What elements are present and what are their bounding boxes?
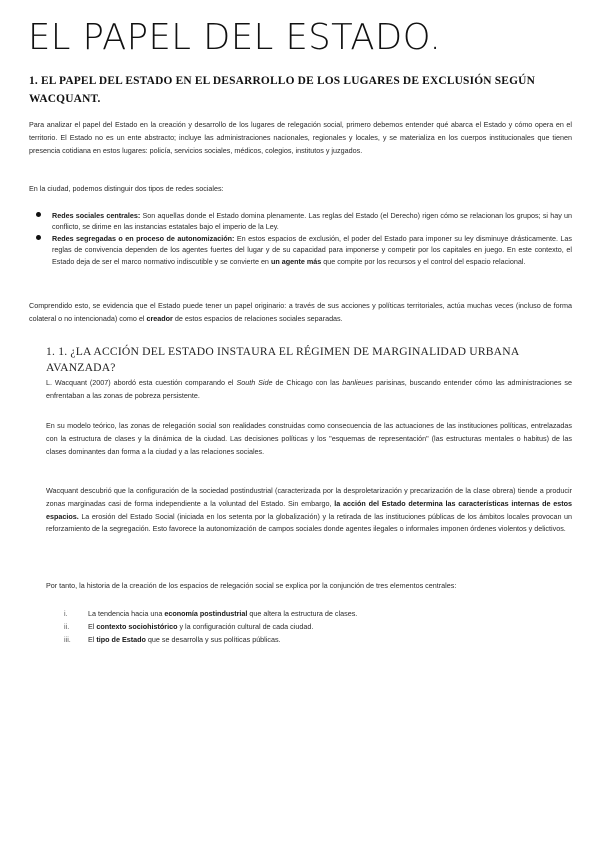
bold-run: tipo de Estado bbox=[96, 635, 146, 644]
bullet-text: que compite por los recursos y el control del espacio relacional. bbox=[321, 256, 526, 266]
list-item bbox=[36, 233, 572, 267]
section-1-heading: 1. EL PAPEL DEL ESTADO EN EL DESARROLLO DE LOS LUGARES DE EXCLUSIÓN SEGÚN WACQUANT. bbox=[29, 75, 535, 105]
wacquant-paragraph bbox=[46, 377, 572, 403]
networks-list bbox=[36, 210, 572, 267]
text-run: La tendencia hacia una bbox=[88, 609, 165, 618]
text-run: L. Wacquant (2007) abordó esta cuestión comparando el bbox=[46, 378, 237, 387]
italic-run: banlieues bbox=[342, 378, 374, 387]
elements-list bbox=[64, 607, 544, 646]
text-run: de estos espacios de relaciones sociales separadas. bbox=[172, 313, 343, 323]
list-item bbox=[64, 607, 544, 620]
section-1-1-heading: 1. 1. ¿LA ACCIÓN DEL ESTADO INSTAURA EL RÉGIMEN DE MARGINALIDAD URBANA AVANZADA? bbox=[46, 345, 519, 374]
bold-run: economía postindustrial bbox=[164, 609, 248, 618]
page-title: EL PAPEL DEL ESTADO. bbox=[28, 17, 442, 58]
text-run: de Chicago con las bbox=[272, 378, 343, 387]
text-run: que altera la estructura de clases. bbox=[247, 609, 358, 618]
discovery-paragraph bbox=[46, 485, 572, 536]
bullet-icon bbox=[36, 235, 41, 240]
text-run: parisinas, buscando entender cómo las administraciones se enfrentaban a las zonas de pobreza persistente. bbox=[46, 378, 572, 400]
text-run: Comprendido esto, se evidencia que el Estado puede tener un papel originario: a través de sus acciones y políticas territoriales, actúa muchas veces (incluso de forma colateral o no intencionada) como el bbox=[29, 301, 572, 323]
history-paragraph: Por tanto, la historia de la creación de los espacios de relegación social se explica por la conjunción de tres elementos centrales: bbox=[46, 581, 457, 590]
text-run: El bbox=[88, 635, 97, 644]
list-item bbox=[64, 620, 544, 633]
list-number: ii. bbox=[64, 622, 70, 631]
list-number: iii. bbox=[64, 635, 71, 644]
networks-intro: En la ciudad, podemos distinguir dos tipos de redes sociales: bbox=[29, 184, 224, 193]
text-run: La erosión del Estado Social (iniciada en los setenta por la globalización) y la retirada de las instituciones públicas de los ámbitos locales provocan un reforzamiento de la segregación. Esto favorece la autonomización de campos sociales donde agentes ilegales o informales imponen órdenes violentos y delictivos. bbox=[46, 511, 572, 534]
text-run: que se desarrolla y sus políticas públicas. bbox=[145, 635, 281, 644]
bullet-icon bbox=[36, 212, 41, 217]
text-run: El bbox=[88, 622, 97, 631]
bullet-term: Redes sociales centrales: bbox=[52, 211, 141, 220]
bullet-term: Redes segregadas o en proceso de autonomización: bbox=[52, 233, 235, 243]
bold-run: la acción del Estado determina las características internas de estos espacios. bbox=[46, 498, 572, 521]
bold-run: contexto sociohistórico bbox=[96, 622, 178, 631]
bullet-bold: un agente más bbox=[270, 256, 322, 266]
bullet-text: En estos espacios de exclusión, el poder del Estado para imponer su ley disminuye drásticamente. Las reglas de convivencia dependen de los agentes fuertes del lugar y de su capacidad para imponerse y competir por los capitales en juego. En este contexto, el Estado deja de ser el marco normativo indiscutible y se convierte en bbox=[52, 233, 572, 266]
italic-run: South Side bbox=[236, 378, 273, 387]
model-paragraph: En su modelo teórico, las zonas de relegación social son realidades construidas como consecuencia de las actuaciones de las instituciones políticas, entrelazadas con la estructura de clases y la dinámica de la ciudad. Las decisiones políticas y los "esquemas de representación" (las estructuras mentales o habitus) de las clases dominantes dan forma a la ciudad y a las relaciones sociales. bbox=[46, 421, 572, 456]
role-paragraph bbox=[29, 300, 572, 326]
text-run: y la configuración cultural de cada ciudad. bbox=[177, 622, 314, 631]
list-number: i. bbox=[64, 609, 68, 618]
text-run: Wacquant descubrió que la configuración de la sociedad postindustrial (caracterizada por la desproletarización y precarización de la clase obrera) tiende a producir zonas marginadas casi de forma independiente a la voluntad del Estado. Sin embargo, bbox=[46, 486, 572, 508]
list-item bbox=[36, 210, 572, 233]
list-item bbox=[64, 633, 544, 646]
bold-run: creador bbox=[146, 313, 173, 323]
bullet-text: Son aquellas donde el Estado domina plenamente. Las reglas del Estado (el Derecho) rigen cómo se relacionan los grupos; si hay un conflicto, se dirime en las instancias estatales bajo el imperio de la Ley. bbox=[52, 211, 572, 232]
intro-paragraph: Para analizar el papel del Estado en la creación y desarrollo de los lugares de relegación social, primero debemos entender qué abarca el Estado y cómo opera en el territorio. El Estado no es un ente abstracto; incluye las administraciones nacionales, regionales y locales, y se materializa en los cuerpos institucionales que tienen presencia cotidiana en estos lugares: policía, servicios sociales, médicos, colegios, institutos y juzgados. bbox=[29, 120, 572, 155]
